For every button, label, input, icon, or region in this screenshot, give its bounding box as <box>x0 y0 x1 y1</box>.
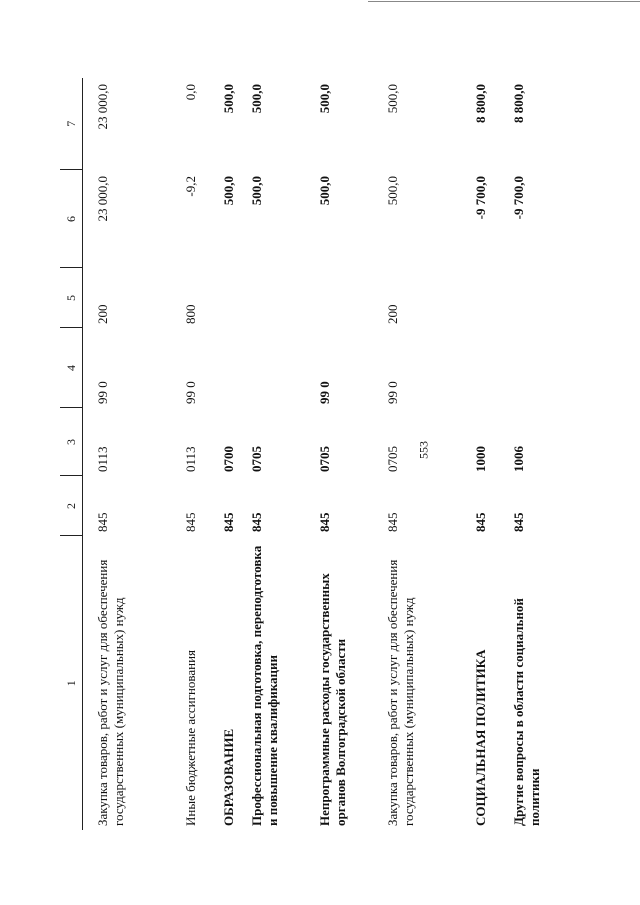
page-number: 553 <box>416 441 431 459</box>
header-col-7: 7 <box>60 78 83 170</box>
col-7-value: 500,0 <box>385 84 400 114</box>
col-3-value: 0705 <box>317 446 332 472</box>
col-2-value: 845 <box>249 512 264 532</box>
col-5-value <box>469 268 509 328</box>
col-4-value <box>509 328 551 408</box>
header-col-6: 6 <box>60 170 83 268</box>
col-6-value: -9 700,0 <box>511 176 526 220</box>
col-6-value: -9,2 <box>183 176 198 197</box>
col-3-value: 1006 <box>511 446 526 472</box>
col-6-value: 500,0 <box>385 176 400 206</box>
col-6-value: 500,0 <box>221 176 236 206</box>
table-row <box>219 78 247 830</box>
col-7-value: 8 800,0 <box>511 84 526 123</box>
col-4-value <box>469 328 509 408</box>
rotated-table-container <box>60 78 542 830</box>
table-row <box>509 78 551 830</box>
col-2-value: 845 <box>385 512 400 532</box>
col-4-value: 99 0 <box>317 381 332 404</box>
col-5-value <box>313 268 381 328</box>
item-name: Непрограммные расходы государственных органов Волгоградской области <box>317 573 348 826</box>
col-4-value: 99 0 <box>183 381 198 404</box>
col-2-value: 845 <box>473 512 488 532</box>
budget-table <box>60 78 551 830</box>
col-7-value: 0,0 <box>183 84 198 101</box>
col-7-value: 500,0 <box>249 84 264 114</box>
col-7-value: 23 000,0 <box>95 84 110 130</box>
col-3-value: 0705 <box>385 446 400 472</box>
col-4-value: 99 0 <box>385 381 400 404</box>
header-col-5: 5 <box>60 268 83 328</box>
item-name: Закупка товаров, работ и услуг для обеспечения государственных (муниципальных) нужд <box>385 559 416 826</box>
header-col-3: 3 <box>60 408 83 476</box>
col-7-value: 500,0 <box>317 84 332 114</box>
col-2-value: 845 <box>221 512 236 532</box>
header-col-4: 4 <box>60 328 83 408</box>
table-row <box>381 78 469 830</box>
col-3-value: 0700 <box>221 446 236 472</box>
col-5-value: 200 <box>385 304 400 324</box>
col-2-value: 845 <box>511 512 526 532</box>
item-name: Другие вопросы в области социальной политики <box>511 598 542 826</box>
table-row <box>469 78 509 830</box>
col-5-value <box>219 268 247 328</box>
col-5-value: 200 <box>95 304 110 324</box>
col-6-value: 500,0 <box>249 176 264 206</box>
col-2-value: 845 <box>183 512 198 532</box>
item-name: Иные бюджетные ассигнования <box>183 649 198 826</box>
col-3-value: 0113 <box>95 446 110 472</box>
col-3-value: 0705 <box>249 446 264 472</box>
top-rule <box>368 1 640 2</box>
col-3-value: 0113 <box>183 446 198 472</box>
col-4-value <box>219 328 247 408</box>
item-name: ОБРАЗОВАНИЕ <box>221 728 236 826</box>
col-2-value: 845 <box>95 512 110 532</box>
table-body <box>83 78 552 830</box>
col-6-value: 23 000,0 <box>95 176 110 222</box>
col-6-value: 500,0 <box>317 176 332 206</box>
table-row <box>247 78 313 830</box>
item-name: Профессиональная подготовка, переподготовка и повышение квалификации <box>249 545 280 826</box>
col-3-value: 1000 <box>473 446 488 472</box>
col-7-value: 8 800,0 <box>473 84 488 123</box>
table-row <box>179 78 219 830</box>
col-4-value <box>247 328 313 408</box>
col-7-value: 500,0 <box>221 84 236 114</box>
col-5-value: 800 <box>183 304 198 324</box>
col-4-value: 99 0 <box>95 381 110 404</box>
col-6-value: -9 700,0 <box>473 176 488 220</box>
header-col-2: 2 <box>60 476 83 536</box>
item-name: СОЦИАЛЬНАЯ ПОЛИТИКА <box>473 649 488 826</box>
header-col-1: 1 <box>60 536 83 830</box>
col-5-value <box>247 268 313 328</box>
item-name: Закупка товаров, работ и услуг для обеспечения государственных (муниципальных) нужд <box>95 559 126 826</box>
table-row <box>83 78 180 830</box>
table-row <box>313 78 381 830</box>
col-2-value: 845 <box>317 512 332 532</box>
header-row <box>60 78 83 830</box>
col-5-value <box>509 268 551 328</box>
